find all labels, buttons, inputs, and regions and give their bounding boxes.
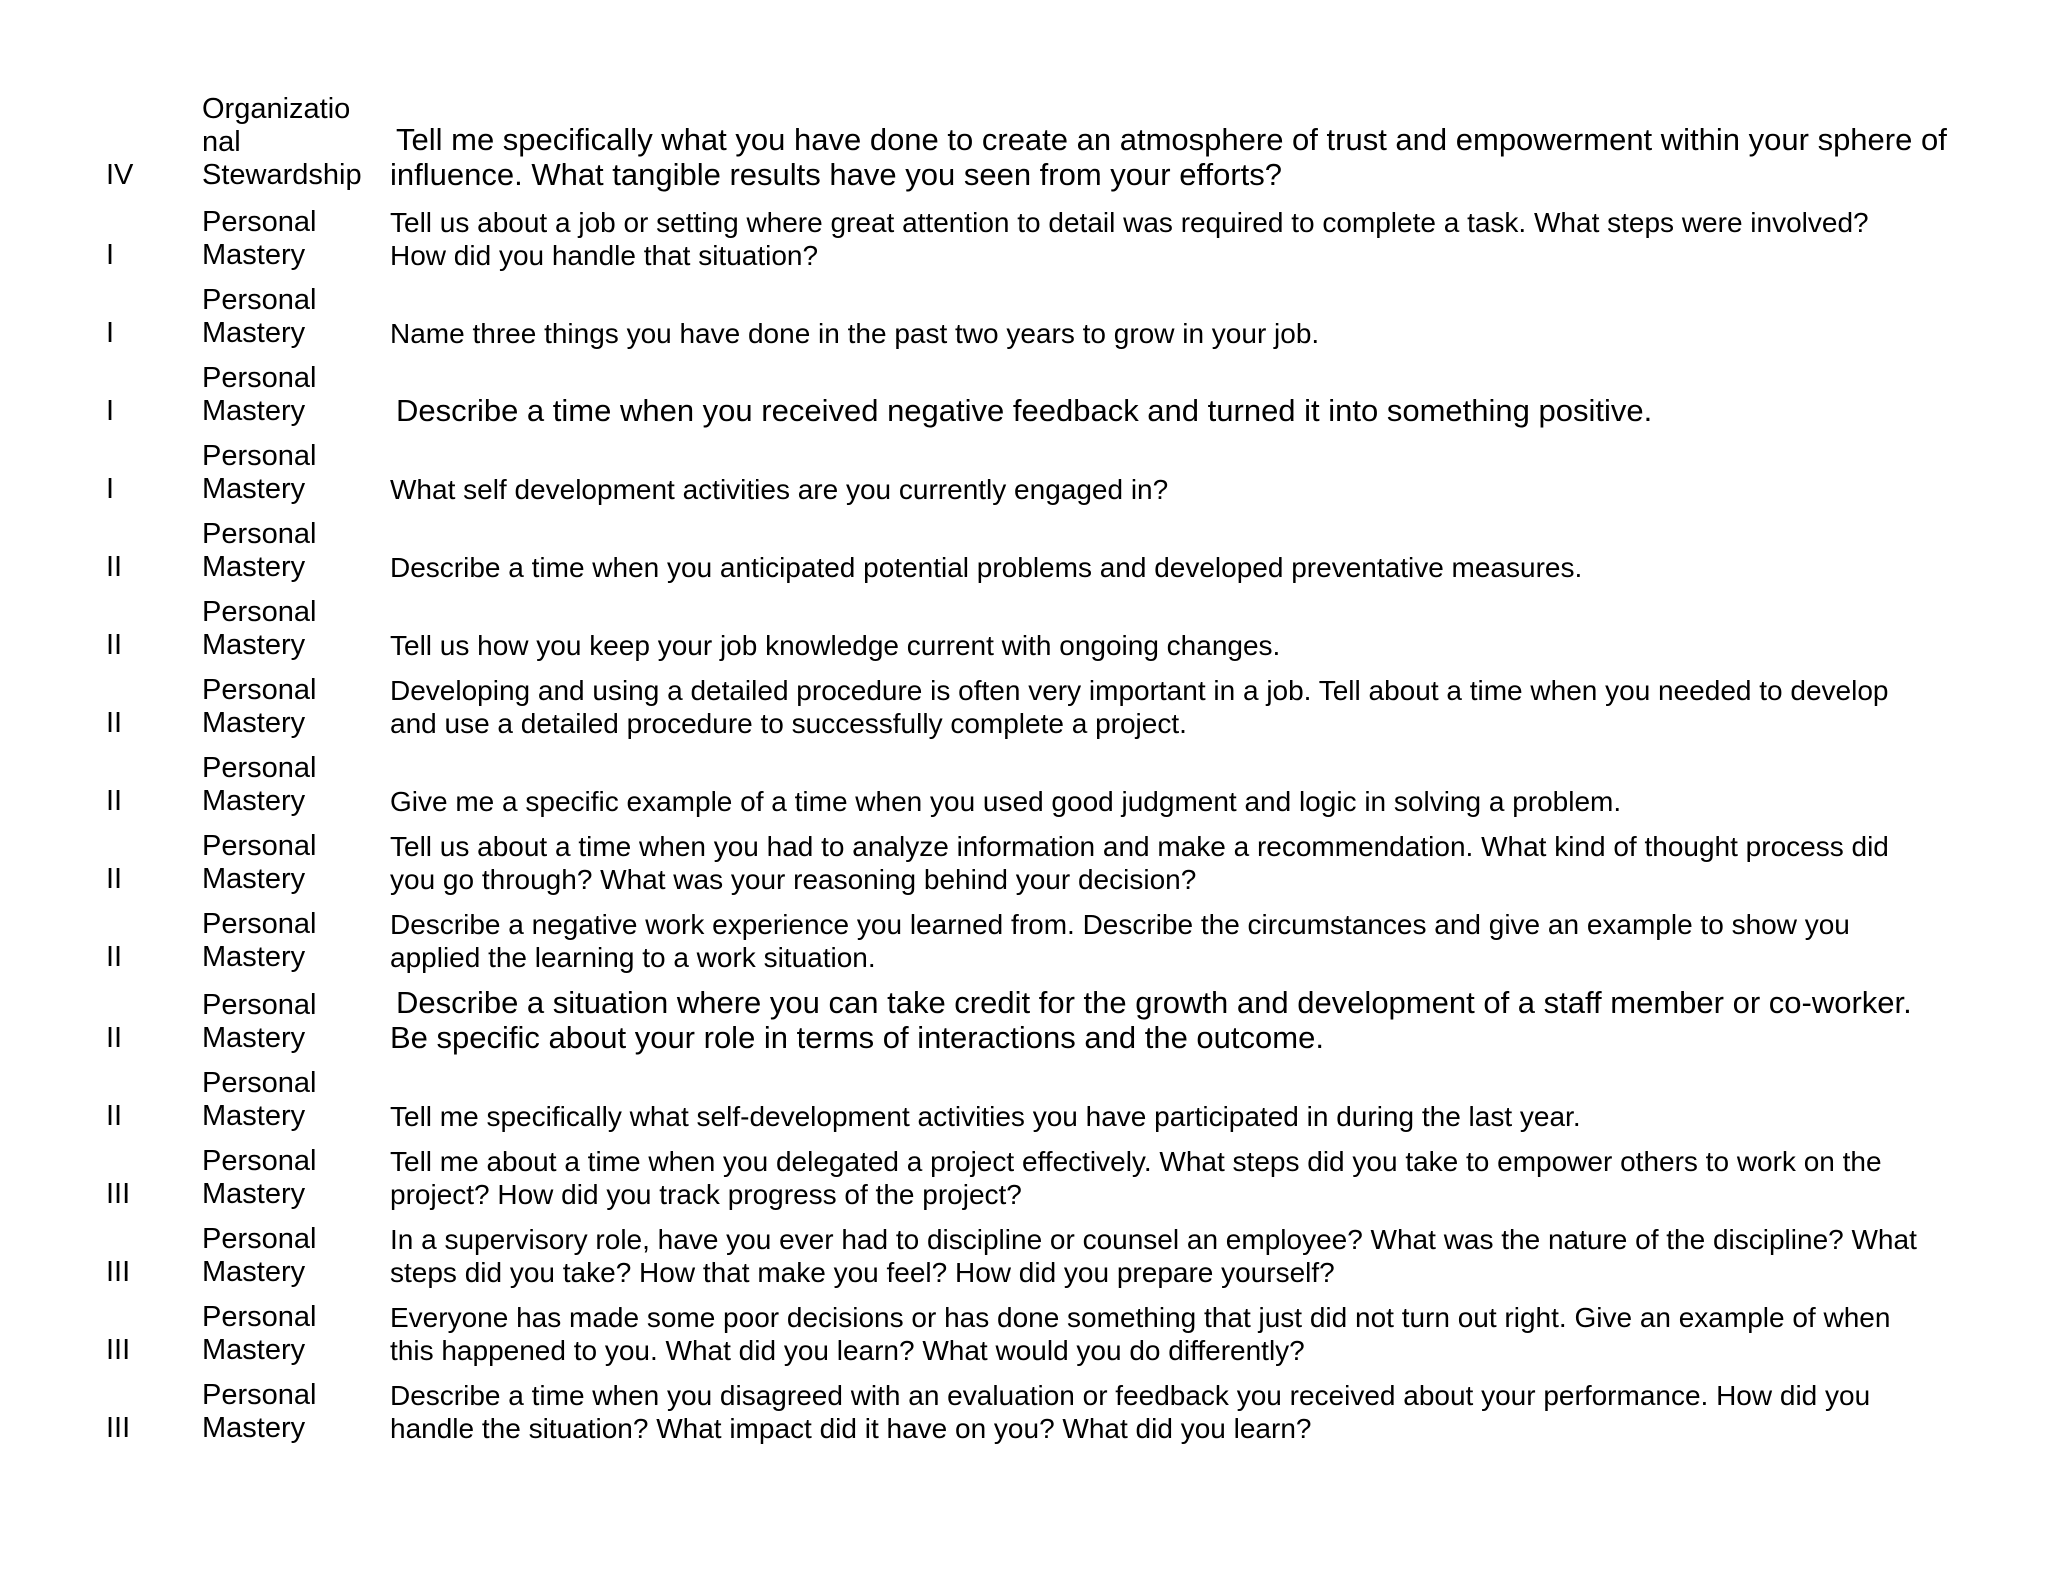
table-row [0, 1367, 2048, 1445]
category-line: Personal [202, 674, 317, 706]
category-line: Personal [202, 989, 317, 1021]
category-line: Mastery [202, 1100, 306, 1132]
question-line: Tell me specifically what you have done to create an atmosphere of trust and empowerment within your sphere of [396, 122, 1947, 157]
category-line: Mastery [202, 239, 306, 271]
question-line: Describe a situation where you can take credit for the growth and development of a staff member or co-worker. [396, 985, 1912, 1020]
question-line: influence. What tangible results have you seen from your efforts? [390, 157, 1283, 192]
question-line: Developing and using a detailed procedure is often very important in a job. Tell about a time when you needed to develop [390, 675, 1889, 706]
question-text [390, 674, 1980, 740]
level-label: II [106, 785, 123, 817]
category-line: Personal [202, 362, 317, 394]
question-text [390, 206, 1980, 272]
question-line: steps did you take? How that make you feel? How did you prepare yourself? [390, 1257, 1335, 1288]
level-label: IV [106, 159, 134, 191]
table-row [0, 93, 2048, 192]
table-row [0, 740, 2048, 818]
question-text [390, 393, 1980, 428]
category-label [202, 362, 372, 428]
table-row [0, 584, 2048, 662]
level-label: II [106, 551, 123, 583]
category-label [202, 1145, 372, 1211]
level-label: III [106, 1412, 131, 1444]
level-label: I [106, 317, 115, 349]
category-line: Personal [202, 518, 317, 550]
question-line: Give me a specific example of a time when you used good judgment and logic in solving a problem. [390, 786, 1622, 817]
table-row [0, 818, 2048, 896]
question-text [390, 122, 1980, 192]
question-line: What self development activities are you currently engaged in? [390, 474, 1169, 505]
question-line: Tell us about a job or setting where great attention to detail was required to complete a task. What steps were involved? [390, 207, 1869, 238]
question-line: Tell me specifically what self-development activities you have participated in during the last year. [390, 1101, 1581, 1132]
level-label: I [106, 473, 115, 505]
level-label: III [106, 1178, 131, 1210]
category-line: Personal [202, 1145, 317, 1177]
category-line: Personal [202, 284, 317, 316]
question-text [390, 1379, 1980, 1445]
category-line: Organizatio [202, 93, 351, 125]
level-label: III [106, 1256, 131, 1288]
question-line: and use a detailed procedure to successfully complete a project. [390, 708, 1187, 739]
level-label: II [106, 863, 123, 895]
category-line: Personal [202, 908, 317, 940]
category-label [202, 1379, 372, 1445]
question-text [390, 1301, 1980, 1367]
category-line: Personal [202, 596, 317, 628]
category-line: Personal [202, 1067, 317, 1099]
level-label: II [106, 707, 123, 739]
question-line: project? How did you track progress of the project? [390, 1179, 1022, 1210]
question-line: Describe a time when you anticipated potential problems and developed preventative measures. [390, 552, 1583, 583]
category-line: Mastery [202, 1178, 306, 1210]
category-label [202, 1067, 372, 1133]
category-label [202, 1223, 372, 1289]
level-label: II [106, 1100, 123, 1132]
level-label: II [106, 1022, 123, 1054]
question-text [390, 785, 1980, 818]
level-label: II [106, 629, 123, 661]
question-text [390, 473, 1980, 506]
category-line: Mastery [202, 941, 306, 973]
question-line: Be specific about your role in terms of interactions and the outcome. [390, 1020, 1324, 1055]
question-line: Everyone has made some poor decisions or has done something that just did not turn out right. Give an example of when [390, 1302, 1891, 1333]
category-line: Mastery [202, 1022, 306, 1054]
question-line: In a supervisory role, have you ever had to discipline or counsel an employee? What was the nature of the discipline? What [390, 1224, 1917, 1255]
question-text [390, 1145, 1980, 1211]
table-row [0, 662, 2048, 740]
table-row [0, 1055, 2048, 1133]
question-line: How did you handle that situation? [390, 240, 819, 271]
category-line: Mastery [202, 317, 306, 349]
question-text [390, 830, 1980, 896]
table-row [0, 194, 2048, 272]
question-line: Tell us about a time when you had to analyze information and make a recommendation. What kind of thought process did [390, 831, 1889, 862]
table-row [0, 977, 2048, 1055]
table-row [0, 896, 2048, 974]
question-text [390, 1223, 1980, 1289]
question-text [390, 985, 1980, 1055]
question-line: Name three things you have done in the past two years to grow in your job. [390, 318, 1320, 349]
question-line: Describe a time when you disagreed with an evaluation or feedback you received about your performance. How did you [390, 1380, 1871, 1411]
category-label [202, 596, 372, 662]
category-label [202, 518, 372, 584]
category-line: Personal [202, 206, 317, 238]
table-row [0, 272, 2048, 350]
question-line: this happened to you. What did you learn? What would you do differently? [390, 1335, 1305, 1366]
question-line: handle the situation? What impact did it have on you? What did you learn? [390, 1413, 1312, 1444]
category-line: Personal [202, 1379, 317, 1411]
category-line: Mastery [202, 785, 306, 817]
level-label: I [106, 395, 115, 427]
category-label [202, 674, 372, 740]
table-row [0, 350, 2048, 428]
category-line: nal [202, 126, 241, 158]
category-line: Mastery [202, 551, 306, 583]
category-label [202, 908, 372, 974]
question-line: you go through? What was your reasoning behind your decision? [390, 864, 1197, 895]
category-label [202, 93, 372, 192]
level-label: II [106, 941, 123, 973]
question-text [390, 551, 1980, 584]
category-line: Stewardship [202, 159, 362, 191]
question-line: Describe a negative work experience you learned from. Describe the circumstances and give an example to show you [390, 909, 1850, 940]
category-line: Personal [202, 830, 317, 862]
category-line: Mastery [202, 1334, 306, 1366]
question-line: Tell us how you keep your job knowledge current with ongoing changes. [390, 630, 1281, 661]
table-row [0, 428, 2048, 506]
table-row [0, 1211, 2048, 1289]
category-line: Mastery [202, 473, 306, 505]
table-row [0, 1289, 2048, 1367]
category-label [202, 206, 372, 272]
category-line: Mastery [202, 1412, 306, 1444]
category-label [202, 1301, 372, 1367]
level-label: I [106, 239, 115, 271]
question-line: Describe a time when you received negative feedback and turned it into something positive. [396, 393, 1653, 428]
category-label [202, 830, 372, 896]
category-line: Personal [202, 1223, 317, 1255]
table-row [0, 506, 2048, 584]
question-line: applied the learning to a work situation. [390, 942, 876, 973]
category-line: Mastery [202, 1256, 306, 1288]
question-text [390, 317, 1980, 350]
category-label [202, 989, 372, 1055]
table-row [0, 1133, 2048, 1211]
category-line: Personal [202, 440, 317, 472]
category-label [202, 440, 372, 506]
level-label: III [106, 1334, 131, 1366]
category-line: Personal [202, 1301, 317, 1333]
category-line: Mastery [202, 629, 306, 661]
question-text [390, 1100, 1980, 1133]
category-line: Mastery [202, 863, 306, 895]
category-label [202, 752, 372, 818]
question-text [390, 908, 1980, 974]
question-text [390, 629, 1980, 662]
category-line: Mastery [202, 395, 306, 427]
category-line: Mastery [202, 707, 306, 739]
question-line: Tell me about a time when you delegated a project effectively. What steps did you take to empower others to work on the [390, 1146, 1882, 1177]
category-line: Personal [202, 752, 317, 784]
category-label [202, 284, 372, 350]
